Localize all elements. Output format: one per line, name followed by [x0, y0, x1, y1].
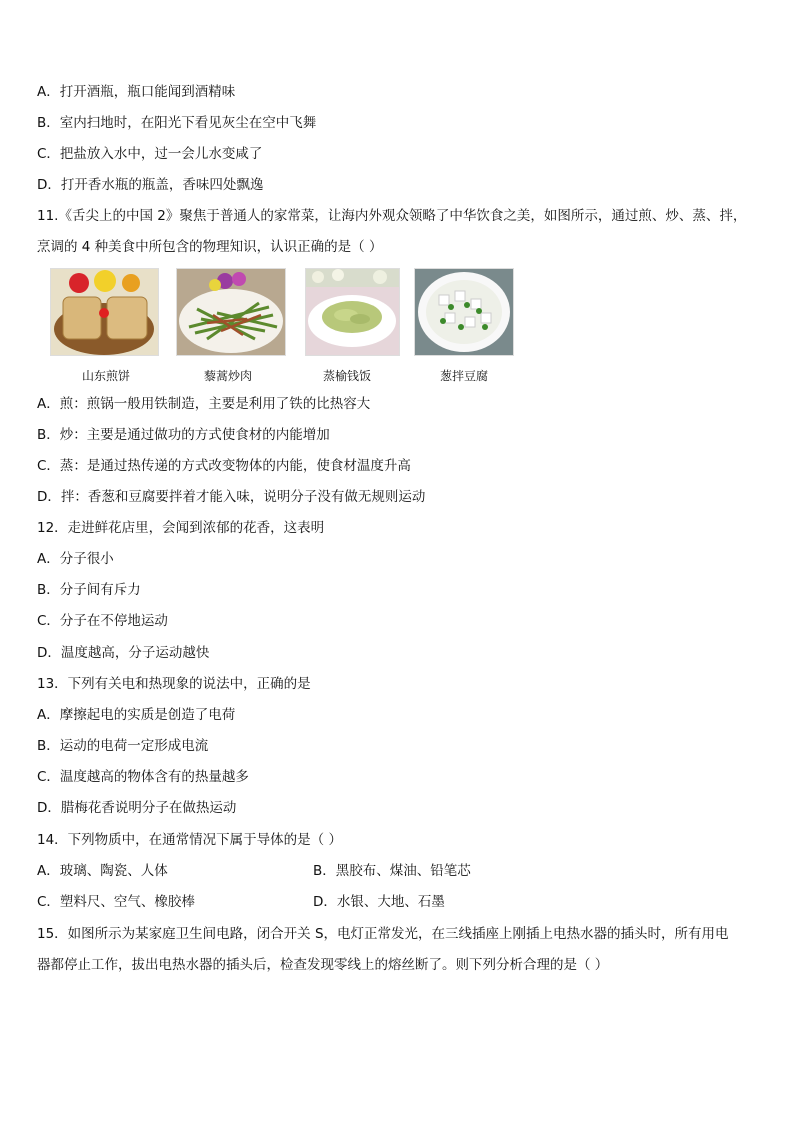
q14-option-d: D．水银、大地、石墨 [313, 894, 445, 910]
q12-option-c: C．分子在不停地运动 [37, 613, 168, 629]
q12-option-b: B．分子间有斥力 [37, 582, 141, 598]
q15-stem-line1: 15．如图所示为某家庭卫生间电路，闭合开关 S，电灯正常发光，在三线插座上刚插上电热水器的插头时，所有用电 [37, 926, 729, 942]
q13-option-d: D．腊梅花香说明分子在做热运动 [37, 800, 237, 816]
q13-option-b: B．运动的电荷一定形成电流 [37, 738, 209, 754]
q11-option-d: D．拌：香葱和豆腐要拌着才能入味，说明分子没有做无规则运动 [37, 489, 426, 505]
q13-stem: 13．下列有关电和热现象的说法中，正确的是 [37, 676, 311, 692]
q11-option-b: B．炒：主要是通过做功的方式使食材的内能增加 [37, 427, 330, 443]
q11-stem-line1: 11.《舌尖上的中国 2》聚焦于普通人的家常菜，让海内外观众领略了中华饮食之美，如图所示，通过煎、炒、蒸、拌， [37, 208, 747, 224]
q11-option-c: C．蒸：是通过热传递的方式改变物体的内能，使食材温度升高 [37, 458, 411, 474]
q11-stem-line2: 烹调的 4 种美食中所包含的物理知识，认识正确的是（ ） [37, 239, 383, 255]
q10-option-b: B．室内扫地时，在阳光下看见灰尘在空中飞舞 [37, 115, 317, 131]
q14-option-b: B．黑胶布、煤油、铅笔芯 [313, 863, 471, 879]
q10-option-d: D．打开香水瓶的瓶盖，香味四处飘逸 [37, 177, 264, 193]
q13-option-c: C．温度越高的物体含有的热量越多 [37, 769, 249, 785]
caption-pancake: 山东煎饼 [82, 369, 131, 383]
tofu-image [414, 268, 514, 356]
stir-fry-image [176, 268, 286, 356]
q10-option-c: C．把盐放入水中，过一会儿水变咸了 [37, 146, 263, 162]
elm-seed-rice-image [305, 268, 400, 356]
q14-stem: 14．下列物质中，在通常情况下属于导体的是（ ） [37, 832, 342, 848]
q12-stem: 12．走进鲜花店里，会闻到浓郁的花香，这表明 [37, 520, 325, 536]
q12-option-d: D．温度越高，分子运动越快 [37, 645, 210, 661]
q15-stem-line2: 器都停止工作，拔出电热水器的插头后，检查发现零线上的熔丝断了。则下列分析合理的是（ ） [37, 957, 609, 973]
q10-option-a: A．打开酒瓶，瓶口能闻到酒精味 [37, 84, 236, 100]
q14-option-a: A．玻璃、陶瓷、人体 [37, 863, 168, 879]
caption-stir-fry: 藜蒿炒肉 [204, 369, 253, 383]
caption-elm-seed-rice: 蒸榆钱饭 [323, 369, 372, 383]
pancake-image [50, 268, 159, 356]
q11-option-a: A．煎：煎锅一般用铁制造，主要是利用了铁的比热容大 [37, 396, 371, 412]
q14-option-c: C．塑料尺、空气、橡胶棒 [37, 894, 195, 910]
q13-option-a: A．摩擦起电的实质是创造了电荷 [37, 707, 236, 723]
q12-option-a: A．分子很小 [37, 551, 114, 567]
caption-tofu: 葱拌豆腐 [440, 369, 489, 383]
